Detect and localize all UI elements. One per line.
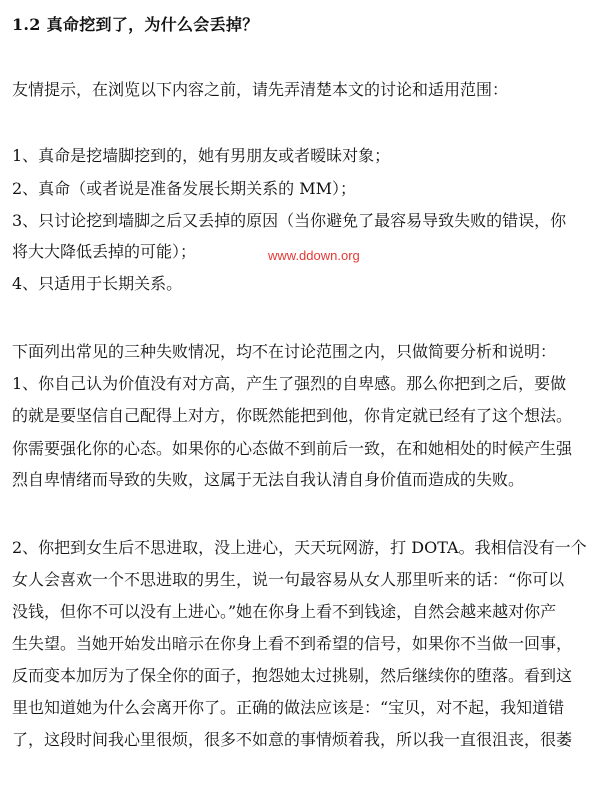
intro-text: 友情提示，在浏览以下内容之前，请先弄清楚本文的讨论和适用范围： <box>12 80 509 99</box>
scope-item-1: 1、真命是挖墙脚挖到的，她有男朋友或者暧昧对象； <box>12 146 391 165</box>
section-intro-text: 下面列出常见的三种失败情况，均不在讨论范围之内，只做简要分析和说明： <box>12 342 557 361</box>
scope-item-3-continued: 将大大降低丢掉的可能）； <box>12 242 197 261</box>
paragraph-1-line: 烈自卑情绪而导致的失败，这属于无法自我认清自身价值而造成的失败。 <box>12 470 525 489</box>
paragraph-2-line: 2、你把到女生后不思进取，没上进心，天天玩网游，打 DOTA。我相信没有一个 <box>12 538 587 557</box>
paragraph-2-line: 反而变本加厉为了保全你的面子，抱怨她太过挑剔，然后继续你的堕落。看到这 <box>12 666 573 685</box>
paragraph-2-line: 女人会喜欢一个不思进取的男生，说一句最容易从女人那里听来的话：“你可以 <box>12 570 565 589</box>
paragraph-2-line: 生失望。当她开始发出暗示在你身上看不到希望的信号，如果你不当做一回事， <box>12 634 573 653</box>
paragraph-1-line: 你需要强化你的心态。如果你的心态做不到前后一致，在和她相处的时候产生强 <box>12 439 573 458</box>
paragraph-1-line: 的就是要坚信自己配得上对方，你既然能把到他，你肯定就已经有了这个想法。 <box>12 406 573 425</box>
paragraph-1-line: 1、你自己认为价值没有对方高，产生了强烈的自卑感。那么你把到之后，要做 <box>12 374 567 393</box>
watermark-url: www.ddown.org <box>268 248 360 263</box>
paragraph-2-line: 里也知道她为什么会离开你了。正确的做法应该是：“宝贝，对不起，我知道错 <box>12 698 565 717</box>
scope-item-4: 4、只适用于长期关系。 <box>12 274 183 293</box>
scope-item-2: 2、真命（或者说是准备发展长期关系的 MM）； <box>12 179 357 198</box>
scope-item-3: 3、只讨论挖到墙脚之后又丢掉的原因（当你避免了最容易导致失败的错误，你 <box>12 211 567 230</box>
section-heading: 1.2 真命挖到了，为什么会丢掉？ <box>12 15 259 34</box>
paragraph-2-line: 没钱，但你不可以没有上进心。”她在你身上看不到钱途，自然会越来越对你产 <box>12 602 557 621</box>
paragraph-2-line: 了，这段时间我心里很烦，很多不如意的事情烦着我，所以我一直很沮丧，很萎 <box>12 730 573 749</box>
